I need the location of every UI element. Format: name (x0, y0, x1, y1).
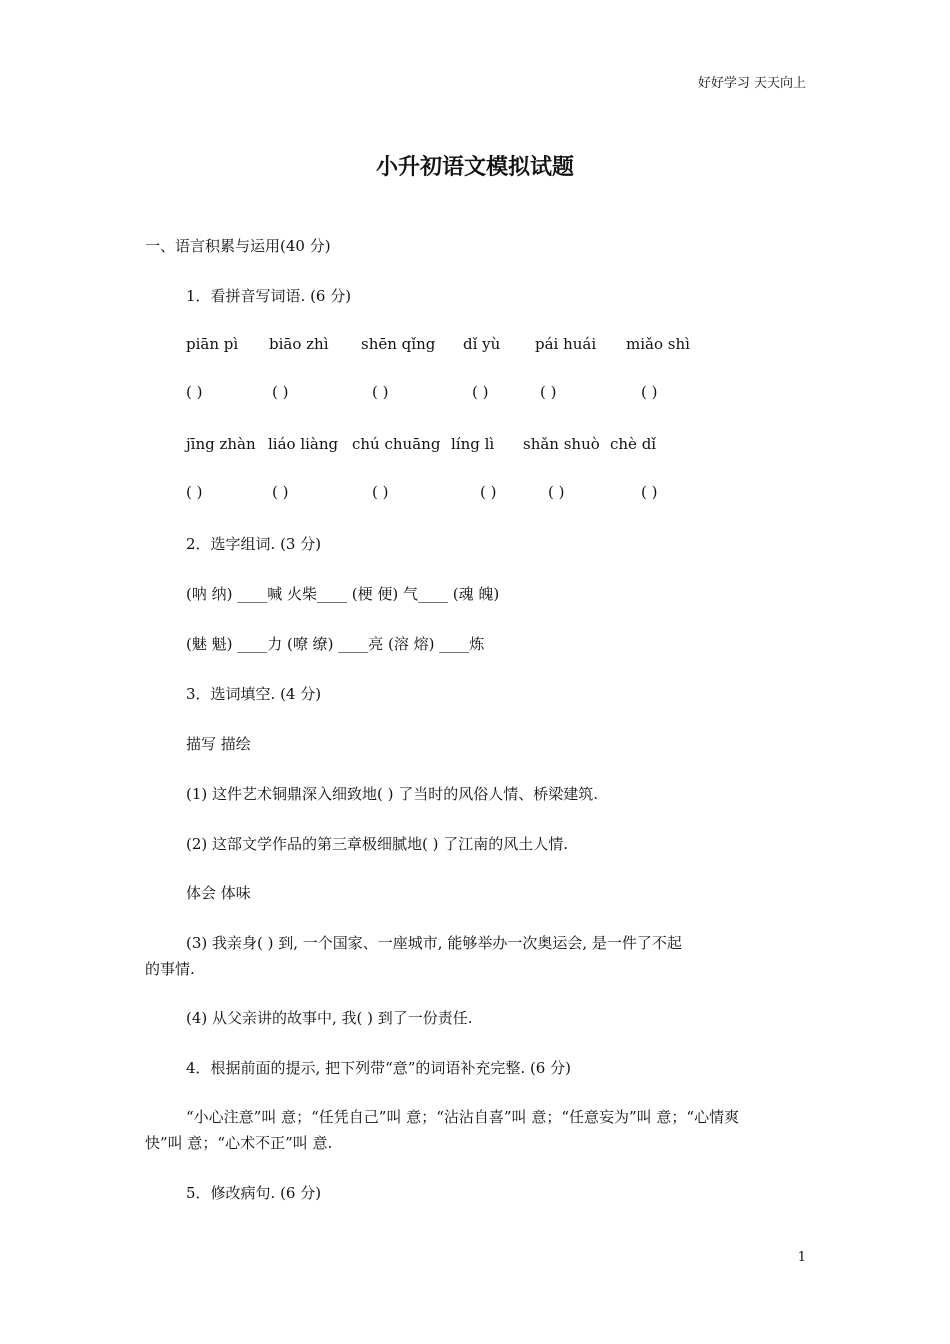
question-5-label: 5．修改病句. (6 分) (186, 1184, 322, 1202)
sentence-3-line-1: (3) 我亲身( ) 到, 一个国家、一座城市, 能够举办一次奥运会, 是一件了不起 (186, 934, 682, 952)
pinyin-item: líng lì (451, 435, 495, 453)
word-choices-1: 描写 描绘 (186, 735, 251, 753)
pinyin-item: pái huái (535, 335, 597, 353)
answer-blank[interactable]: ( ) (372, 483, 389, 501)
answer-blank[interactable]: ( ) (641, 483, 658, 501)
pinyin-item: miǎo shì (626, 335, 690, 353)
answer-blank[interactable]: ( ) (272, 483, 289, 501)
page-header-slogan: 好好学习 天天向上 (697, 76, 806, 91)
pinyin-item: chú chuāng (352, 435, 441, 453)
question-4-line-2: 快”叫 意；“心术不正”叫 意. (145, 1134, 333, 1152)
question-3-label: 3．选词填空. (4 分) (186, 685, 322, 703)
answer-blank[interactable]: ( ) (186, 483, 203, 501)
page-title: 小升初语文模拟试题 (375, 154, 574, 180)
question-2-label: 2．选字组词. (3 分) (186, 535, 322, 553)
sentence-2: (2) 这部文学作品的第三章极细腻地( ) 了江南的风土人情. (186, 835, 569, 853)
sentence-1: (1) 这件艺术铜鼎深入细致地( ) 了当时的风俗人情、桥梁建筑. (186, 785, 599, 803)
section-heading: 一、语言积累与运用(40 分) (145, 237, 331, 255)
answer-blank[interactable]: ( ) (548, 483, 565, 501)
question-2-line-1: (呐 纳) ____喊 火柴____ (梗 便) 气____ (魂 魄) (186, 585, 500, 603)
pinyin-item: jīng zhàn (186, 435, 256, 453)
answer-blank[interactable]: ( ) (540, 383, 557, 401)
pinyin-item: biāo zhì (269, 335, 329, 353)
question-2-line-2: (魅 魁) ____力 (嘹 缭) ____亮 (溶 熔) ____炼 (186, 635, 485, 653)
sentence-3-line-2: 的事情. (145, 960, 195, 978)
sentence-4: (4) 从父亲讲的故事中, 我( ) 到了一份责任. (186, 1009, 473, 1027)
pinyin-item: liáo liàng (268, 435, 339, 453)
question-1-label: 1．看拼音写词语. (6 分) (186, 287, 352, 305)
answer-blank[interactable]: ( ) (480, 483, 497, 501)
answer-blank[interactable]: ( ) (372, 383, 389, 401)
pinyin-item: shǎn shuò (523, 435, 600, 453)
pinyin-item: chè dǐ (610, 435, 657, 453)
page-number: 1 (797, 1250, 806, 1265)
question-4-line-1: “小心注意”叫 意；“任凭自己”叫 意；“沾沾自喜”叫 意；“任意妄为”叫 意；“心情爽 (186, 1108, 740, 1126)
pinyin-item: shēn qǐng (361, 335, 436, 353)
answer-blank[interactable]: ( ) (272, 383, 289, 401)
pinyin-item: dǐ yù (463, 335, 501, 353)
word-choices-2: 体会 体味 (186, 884, 251, 902)
answer-blank[interactable]: ( ) (186, 383, 203, 401)
answer-blank[interactable]: ( ) (472, 383, 489, 401)
answer-blank[interactable]: ( ) (641, 383, 658, 401)
question-4-label: 4．根据前面的提示, 把下列带“意”的词语补充完整. (6 分) (186, 1059, 571, 1077)
pinyin-item: piān pì (186, 335, 239, 353)
